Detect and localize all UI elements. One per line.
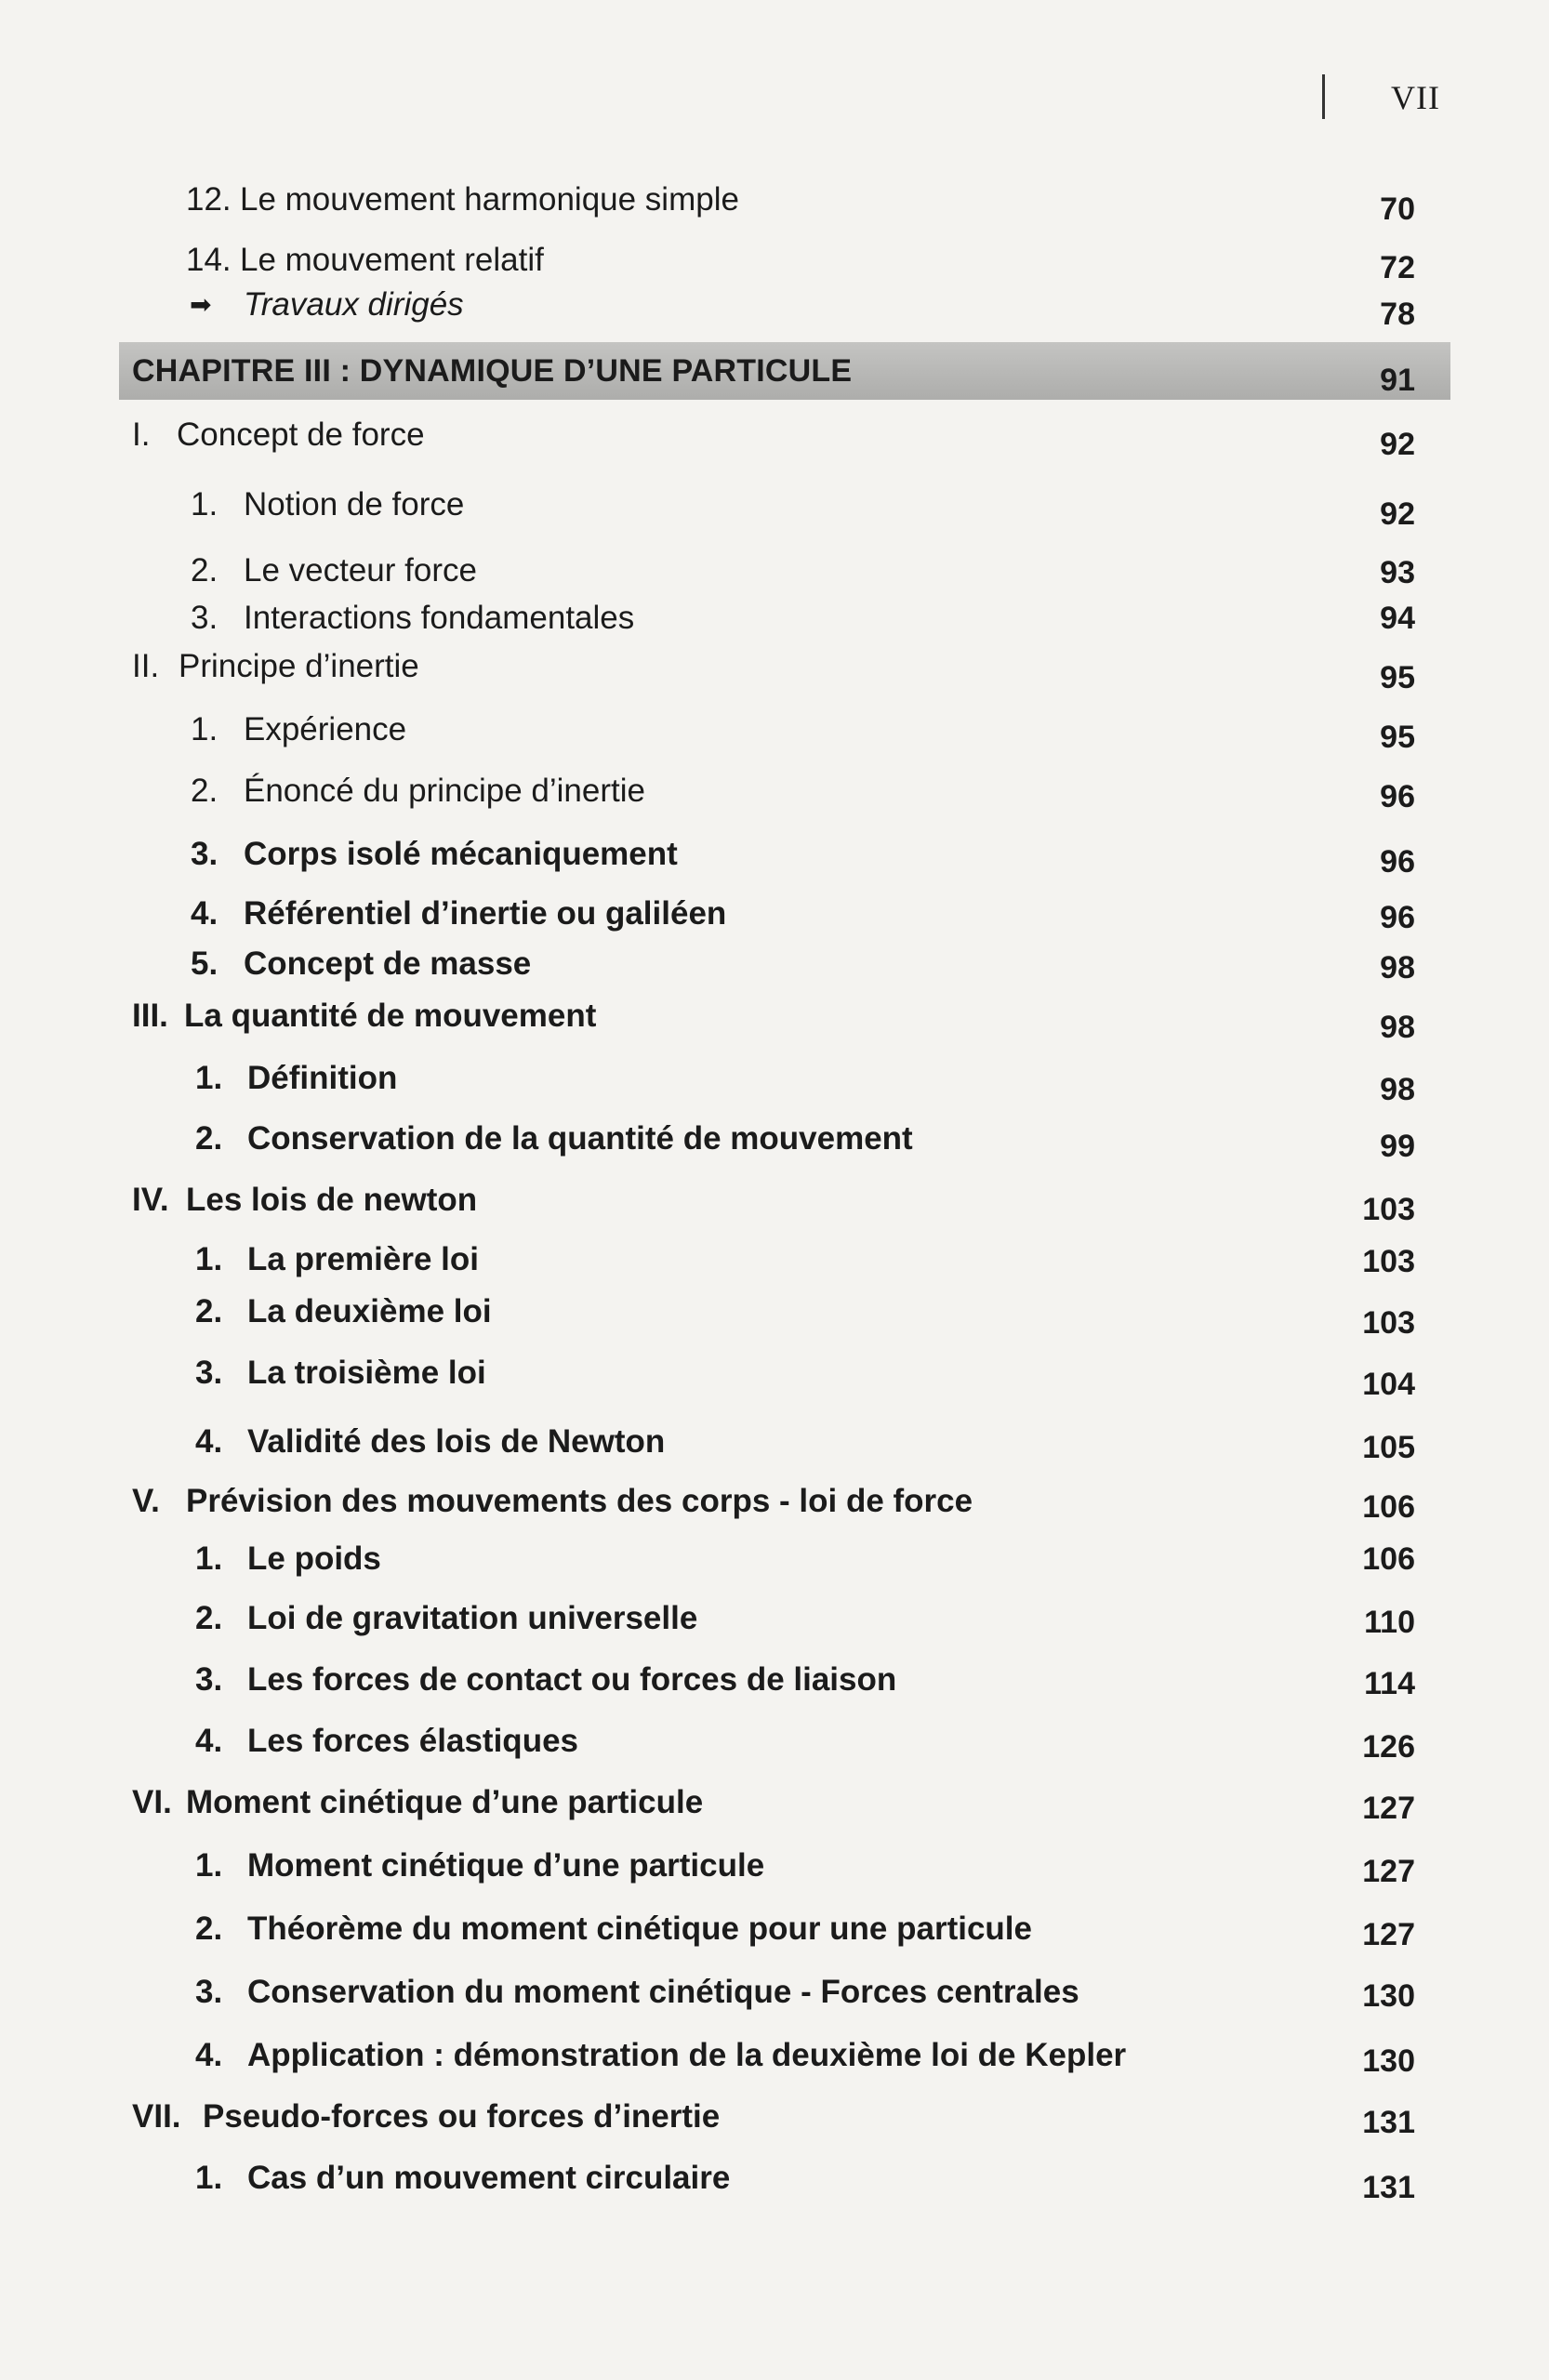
toc-entry-page: 98 [1380, 1072, 1415, 1107]
toc-entry-number: 2. [195, 1120, 223, 1157]
toc-entry-number: 3. [195, 1661, 223, 1698]
toc-entry-number: IV. [132, 1182, 169, 1218]
toc-entry-label: Pseudo-forces ou forces d’inertie [203, 2098, 721, 2135]
toc-entry-number: 1. [191, 486, 218, 522]
toc-entry [0, 1289, 1549, 1341]
toc-section [0, 1779, 1549, 1826]
toc-entry [0, 1843, 1549, 1889]
toc-entry [0, 237, 1549, 284]
toc-entry-label: Prévision des mouvements des corps - loi de force [186, 1483, 973, 1519]
toc-entry-page: 106 [1362, 1541, 1415, 1577]
toc-entry-page: 72 [1380, 250, 1415, 285]
toc-entry-label: Corps isolé mécaniquement [244, 836, 678, 872]
toc-entry-page: 110 [1364, 1605, 1415, 1640]
toc-section [0, 993, 1549, 1045]
chapter-heading [0, 348, 1549, 398]
toc-entry-page: 127 [1362, 1917, 1415, 1952]
toc-entry-page: 131 [1362, 2105, 1415, 2140]
toc-entry-label: La quantité de mouvement [184, 998, 597, 1034]
toc-entry-page: 130 [1362, 1978, 1415, 2014]
toc-entry-label: Application : démonstration de la deuxième loi de Kepler [247, 2037, 1127, 2073]
toc-entry-page: 99 [1380, 1129, 1415, 1164]
toc-entry-number: 12. [186, 181, 232, 218]
toc-entry-page: 92 [1380, 427, 1415, 462]
chapter-title: CHAPITRE III : DYNAMIQUE D’UNE PARTICULE [132, 353, 853, 389]
toc-entry-number: 1. [195, 1540, 223, 1577]
toc-entry-page: 127 [1362, 1854, 1415, 1889]
toc-entry-label: Conservation du moment cinétique - Forces centrales [247, 1974, 1079, 2010]
toc-entry [0, 1350, 1549, 1402]
toc-entry-page: 78 [1380, 297, 1415, 332]
toc-section [0, 1177, 1549, 1227]
toc-entry-number: 1. [195, 1847, 223, 1884]
toc-entry-label: La première loi [247, 1241, 479, 1277]
toc-entry-number: 1. [195, 1241, 223, 1277]
toc-entry [0, 595, 1549, 641]
toc-entry-number: 1. [195, 2160, 223, 2196]
toc-section [0, 643, 1549, 695]
toc-entry-number: 4. [191, 895, 218, 932]
toc-entry-label: Le vecteur force [244, 552, 477, 588]
toc-entry [0, 1236, 1549, 1283]
toc-entry-number: 3. [195, 1974, 223, 2010]
toc-entry-page: 96 [1380, 844, 1415, 879]
toc-entry [0, 1055, 1549, 1107]
toc-entry-page: 98 [1380, 950, 1415, 985]
toc-entry [0, 2155, 1549, 2205]
toc-entry [0, 2032, 1549, 2079]
toc-entry-page: 104 [1362, 1367, 1415, 1402]
toc-entry-page: 96 [1380, 779, 1415, 814]
toc-entry-page: 96 [1380, 900, 1415, 935]
toc-entry [0, 1116, 1549, 1162]
toc-entry-label: Notion de force [244, 486, 465, 522]
toc-entry [0, 1419, 1549, 1465]
toc-entry-page: 126 [1362, 1729, 1415, 1765]
toc-entry-number: III. [132, 998, 168, 1034]
toc-section [0, 1478, 1549, 1525]
toc-entry-number: 1. [191, 711, 218, 747]
toc-entry-page: 114 [1364, 1666, 1415, 1701]
toc-entry-number: 3. [195, 1355, 223, 1391]
toc-entry-number: 14. [186, 242, 232, 278]
toc-entry [0, 941, 1549, 987]
toc-entry-label: Les forces élastiques [247, 1723, 578, 1759]
toc-entry-number: 3. [191, 600, 218, 636]
toc-entry-page: 103 [1362, 1244, 1415, 1279]
toc-entry-label: Validité des lois de Newton [247, 1423, 666, 1460]
toc-entry-number: VI. [132, 1784, 172, 1820]
toc-entry-number: V. [132, 1483, 160, 1519]
toc-entry-number: 2. [195, 1600, 223, 1636]
toc-entry [0, 177, 1549, 227]
toc-entry-label: Les forces de contact ou forces de liaison [247, 1661, 897, 1698]
toc-entry [0, 831, 1549, 878]
toc-entry-label: Moment cinétique d’une particule [247, 1847, 765, 1884]
toc-entry [0, 548, 1549, 594]
toc-entry-label: Moment cinétique d’une particule [186, 1784, 704, 1820]
toc-entry-label: Travaux dirigés [244, 286, 464, 323]
toc-entry-number: 4. [195, 1723, 223, 1759]
toc-entry-number: II. [132, 648, 160, 684]
toc-entry-number: 2. [191, 552, 218, 588]
toc-entry [0, 1906, 1549, 1952]
toc-entry [0, 768, 1549, 814]
toc-entry [0, 1969, 1549, 2016]
toc-entry-number: 2. [195, 1911, 223, 1947]
toc-entry [0, 1657, 1549, 1703]
toc-entry-page: 93 [1380, 555, 1415, 590]
toc-entry-page: 94 [1380, 601, 1415, 636]
toc-entry [0, 1536, 1549, 1582]
toc-entry-page: 70 [1380, 192, 1415, 227]
toc-entry-page: 103 [1362, 1192, 1415, 1227]
toc-entry [0, 1595, 1549, 1642]
toc-entry-page: 131 [1362, 2170, 1415, 2205]
arrow-bullet-icon: ➡ [190, 290, 212, 319]
page-header-rule [1322, 74, 1325, 119]
toc-entry-number: VII. [132, 2098, 181, 2135]
toc-entry-label: Les lois de newton [186, 1182, 478, 1218]
toc-entry-label: Conservation de la quantité de mouvement [247, 1120, 913, 1157]
toc-entry-number: 2. [195, 1293, 223, 1329]
toc-entry-page: 103 [1362, 1305, 1415, 1341]
toc-entry-page: 92 [1380, 496, 1415, 532]
toc-entry-label: La troisième loi [247, 1355, 486, 1391]
page-number: VII [1391, 79, 1440, 116]
toc-entry-label: Interactions fondamentales [244, 600, 635, 636]
toc-entry-label: Concept de force [177, 416, 425, 453]
toc-entry-page: 127 [1362, 1791, 1415, 1826]
toc-entry-label: Cas d’un mouvement circulaire [247, 2160, 731, 2196]
toc-entry-label: Loi de gravitation universelle [247, 1600, 698, 1636]
toc-entry-number: 1. [195, 1060, 223, 1096]
chapter-page: 91 [1380, 363, 1415, 398]
toc-entry-number: 5. [191, 945, 218, 982]
toc-entry-number: 4. [195, 2037, 223, 2073]
toc-entry-label: Référentiel d’inertie ou galiléen [244, 895, 727, 932]
toc-entry-number: 2. [191, 773, 218, 809]
toc-entry-number: 3. [191, 836, 218, 872]
toc-entry-label: Concept de masse [244, 945, 532, 982]
toc-entry-page: 106 [1362, 1489, 1415, 1525]
toc-entry-number: I. [132, 416, 151, 453]
toc-entry [0, 282, 1549, 332]
toc-entry-label: Énoncé du principe d’inertie [244, 773, 645, 809]
toc-entry [0, 707, 1549, 753]
toc-entry-page: 105 [1362, 1430, 1415, 1465]
toc-entry-label: Principe d’inertie [179, 648, 419, 684]
toc-entry [0, 891, 1549, 937]
toc-entry [0, 1718, 1549, 1765]
toc-entry-page: 98 [1380, 1010, 1415, 1045]
toc-entry-page: 95 [1380, 660, 1415, 695]
toc-entry-label: Le poids [247, 1540, 381, 1577]
toc-entry-label: La deuxième loi [247, 1293, 492, 1329]
toc-entry-label: Définition [247, 1060, 398, 1096]
toc-section [0, 2094, 1549, 2140]
toc-entry-label: Expérience [244, 711, 407, 747]
toc-entry [0, 482, 1549, 532]
toc-entry-page: 130 [1362, 2043, 1415, 2079]
toc-entry-page: 95 [1380, 720, 1415, 755]
toc-entry-label: Théorème du moment cinétique pour une particule [247, 1911, 1032, 1947]
toc-entry-label: Le mouvement harmonique simple [240, 181, 739, 218]
toc-entry-number: 4. [195, 1423, 223, 1460]
toc-entry-label: Le mouvement relatif [240, 242, 544, 278]
toc-section [0, 412, 1549, 462]
